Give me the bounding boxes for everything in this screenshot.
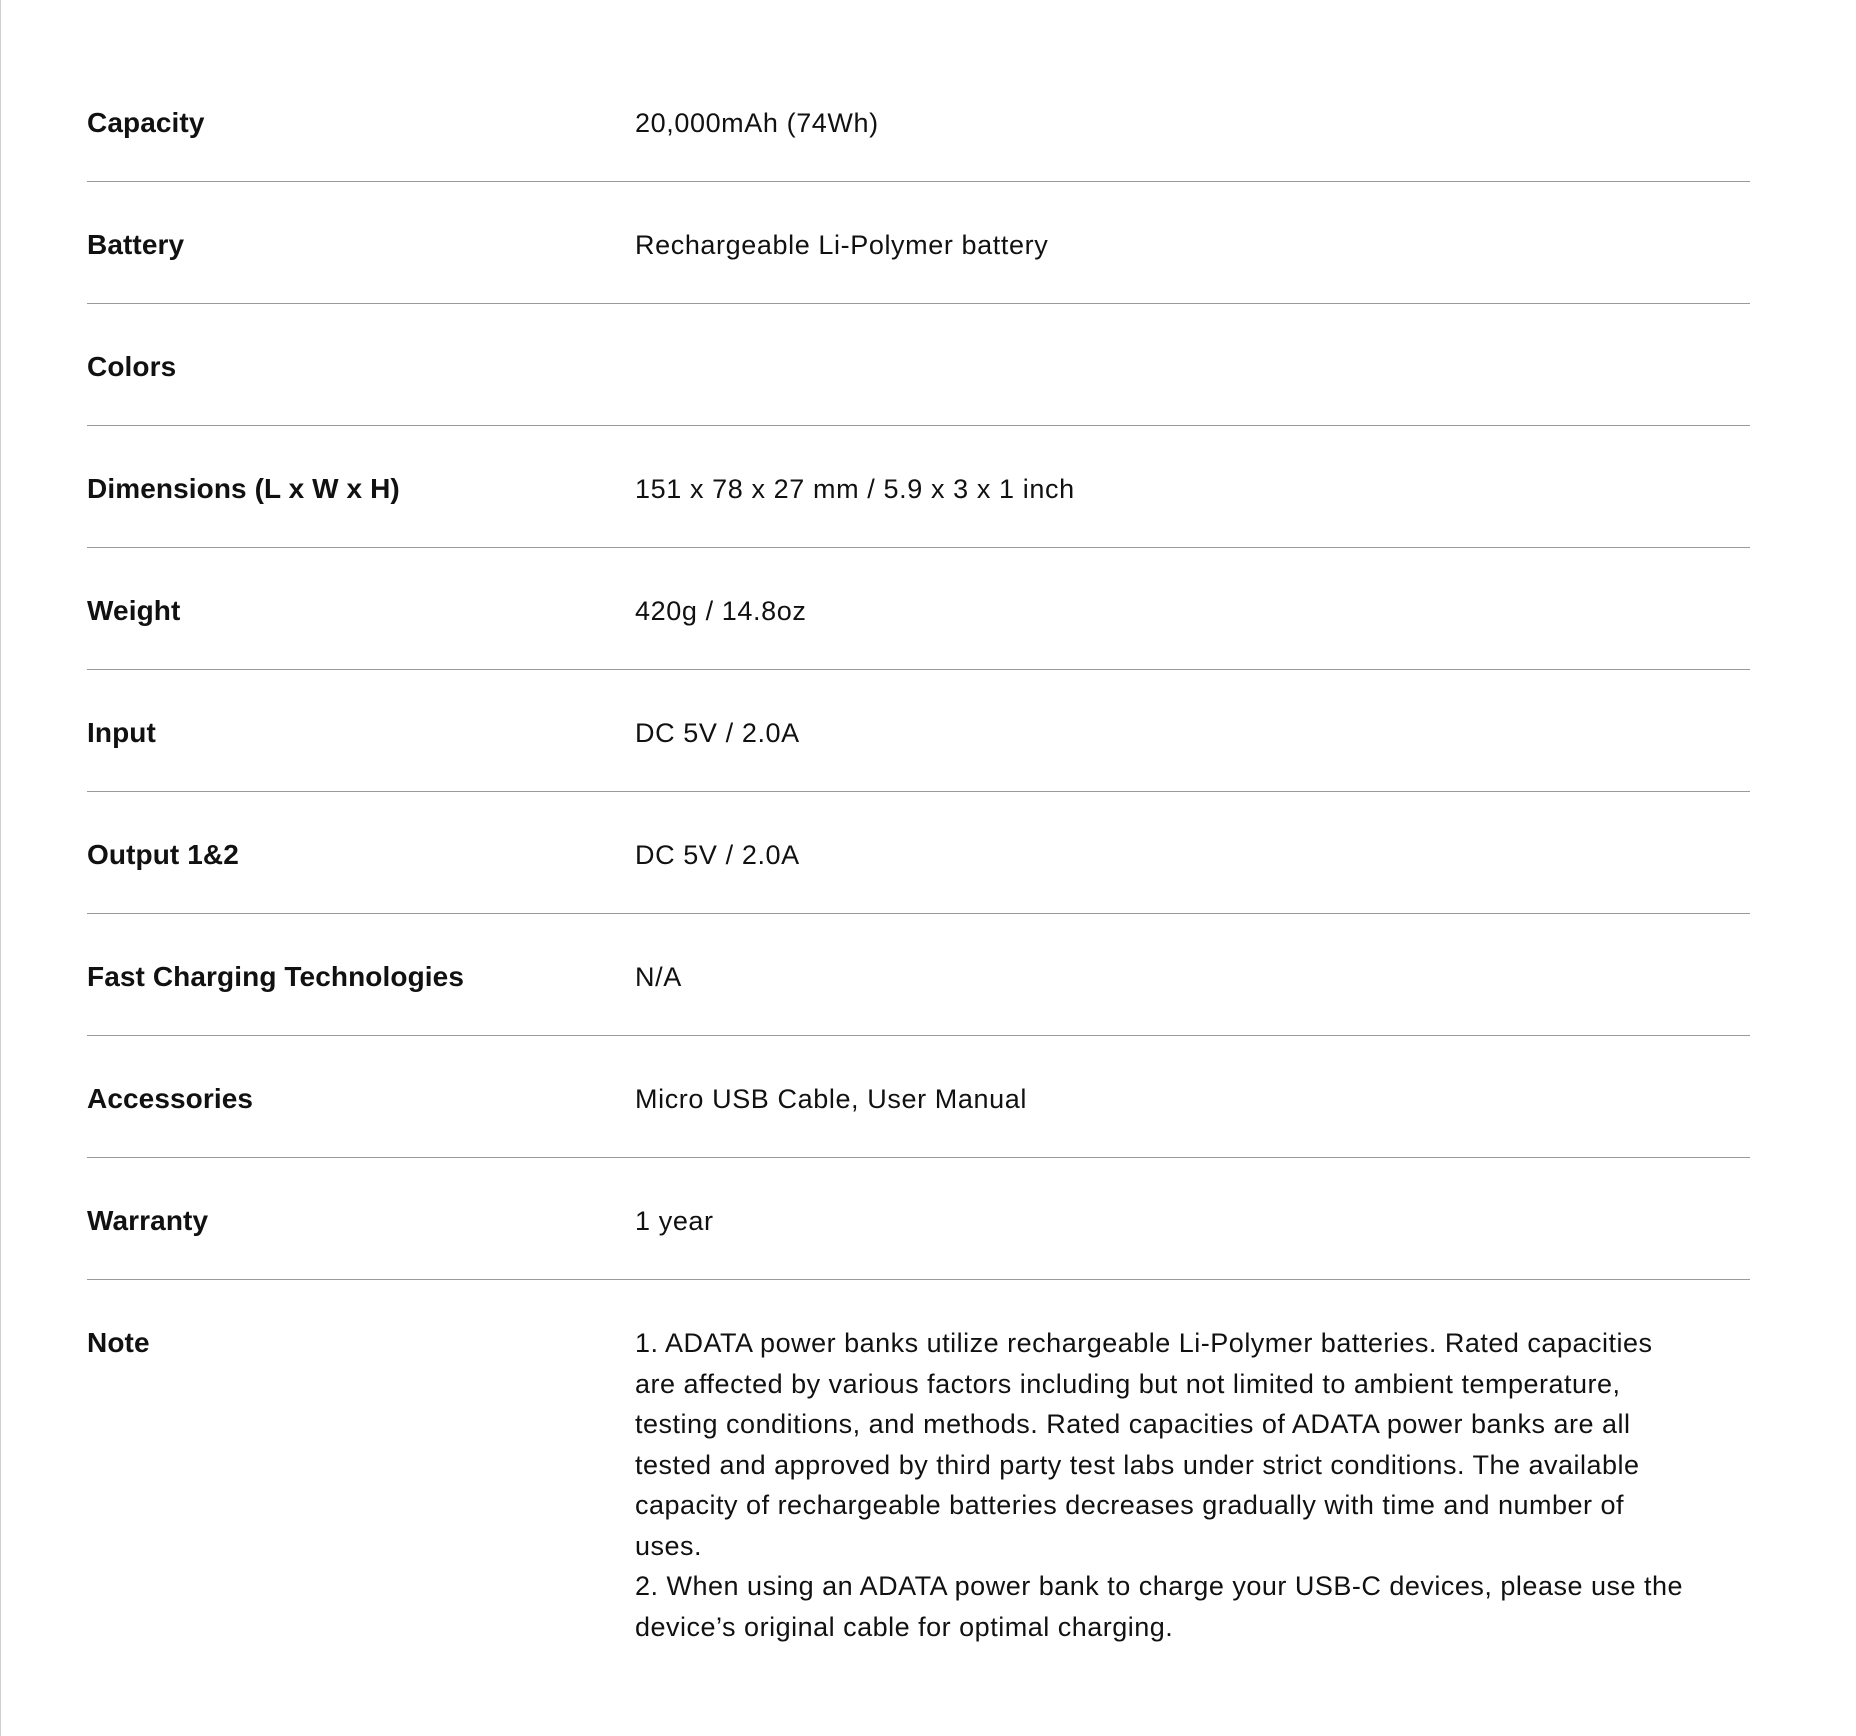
note-text (635, 1323, 1750, 1647)
spec-value: N/A (635, 962, 682, 992)
page-left-edge (0, 0, 1, 1736)
spec-table (87, 60, 1750, 1647)
note-line: are affected by various factors including but not limited to ambient temperature, (635, 1368, 1621, 1399)
spec-value: 151 x 78 x 27 mm / 5.9 x 3 x 1 inch (635, 474, 1075, 504)
spec-label: Battery (87, 229, 185, 260)
spec-row-weight (87, 548, 1750, 670)
note-line: tested and approved by third party test labs under strict conditions. The available (635, 1449, 1640, 1480)
spec-value: Micro USB Cable, User Manual (635, 1084, 1027, 1114)
spec-row-accessories (87, 1036, 1750, 1158)
spec-value: 420g / 14.8oz (635, 596, 807, 626)
spec-row-warranty (87, 1158, 1750, 1280)
note-line: 2. When using an ADATA power bank to charge your USB-C devices, please use the (635, 1571, 1684, 1601)
note-line: 1. ADATA power banks utilize rechargeable Li-Polymer batteries. Rated capacities (635, 1328, 1653, 1358)
spec-label: Warranty (87, 1205, 209, 1236)
spec-row-capacity (87, 60, 1750, 182)
spec-value: Rechargeable Li-Polymer battery (635, 230, 1049, 260)
spec-row-input (87, 670, 1750, 792)
spec-row-dimensions (87, 426, 1750, 548)
spec-label: Accessories (87, 1083, 254, 1114)
spec-row-note (87, 1280, 1750, 1647)
spec-label: Capacity (87, 107, 205, 138)
spec-label: Note (87, 1327, 150, 1358)
spec-label: Dimensions (L x W x H) (87, 473, 400, 504)
note-line: uses. (635, 1530, 703, 1561)
spec-label: Output 1&2 (87, 839, 239, 870)
spec-value: DC 5V / 2.0A (635, 840, 800, 870)
spec-row-output (87, 792, 1750, 914)
spec-label: Weight (87, 595, 181, 626)
spec-value: 20,000mAh (74Wh) (635, 108, 879, 138)
spec-label: Fast Charging Technologies (87, 961, 465, 992)
spec-row-battery (87, 182, 1750, 304)
spec-row-fast-charging (87, 914, 1750, 1036)
spec-value: 1 year (635, 1206, 714, 1236)
note-line: capacity of rechargeable batteries decreases gradually with time and number of (635, 1490, 1625, 1520)
spec-row-colors (87, 304, 1750, 426)
note-line: device’s original cable for optimal charging. (635, 1611, 1174, 1642)
note-line: testing conditions, and methods. Rated capacities of ADATA power banks are all (635, 1409, 1631, 1439)
spec-label: Input (87, 717, 156, 748)
spec-value: DC 5V / 2.0A (635, 718, 800, 748)
spec-label: Colors (87, 351, 177, 382)
